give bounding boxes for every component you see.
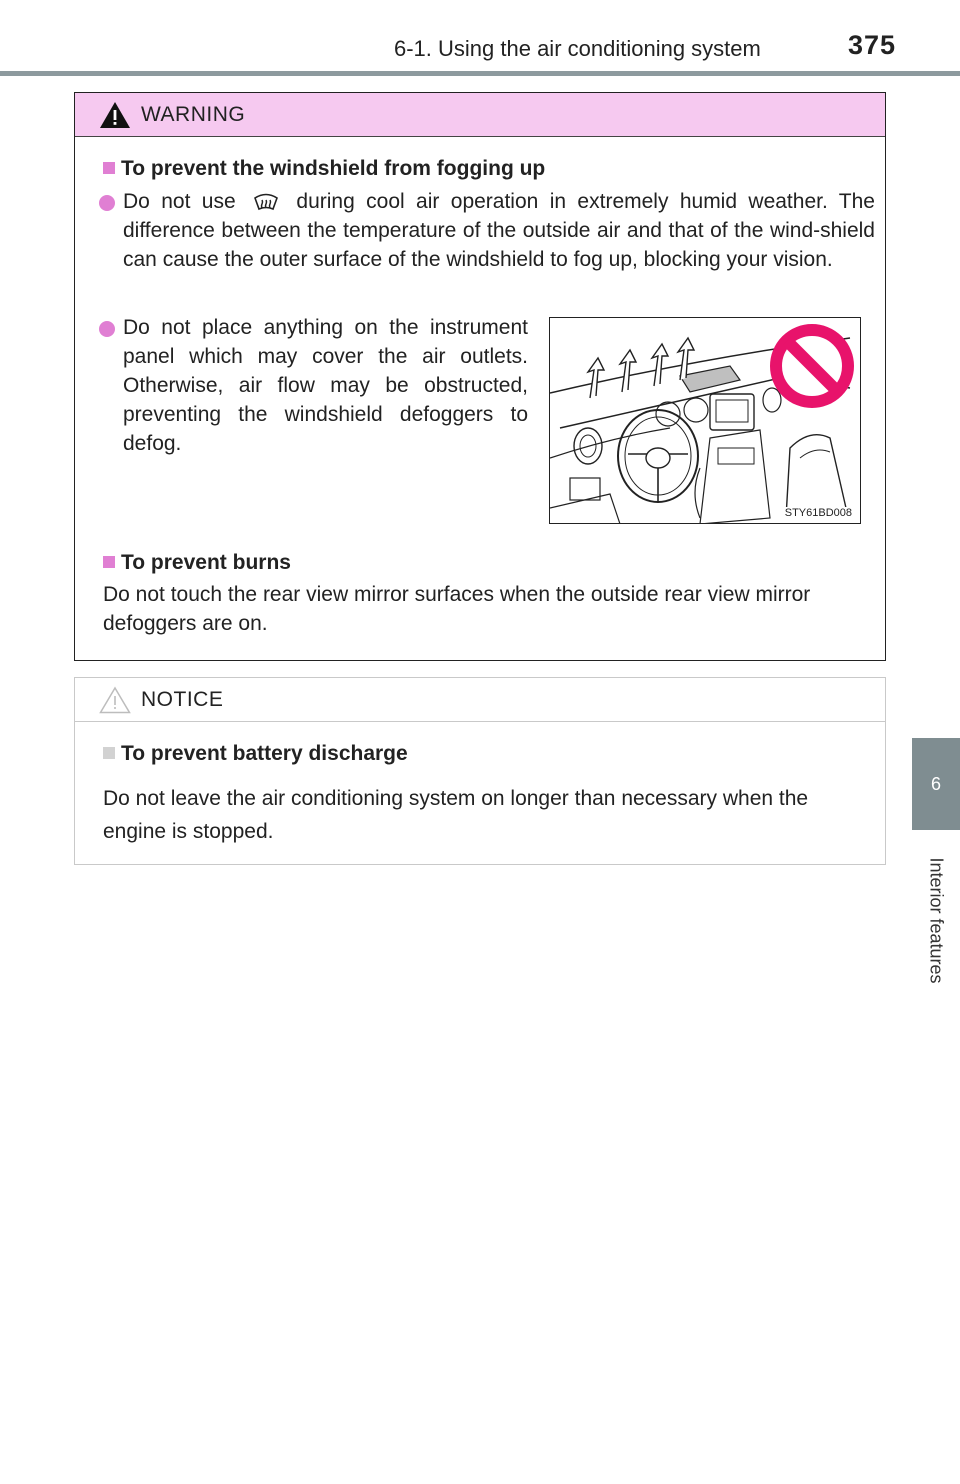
bullet-text-after: during cool air operation in extremely humid weather. The difference between the temperature of the outside air and that of the wind-shield can cause the outer surface of the windshield to fog up, blocking your vision.	[123, 190, 875, 271]
notice-label: NOTICE	[141, 688, 224, 711]
warning-triangle-icon	[99, 101, 131, 129]
chapter-label-text: Interior features	[926, 857, 947, 984]
bullet-instrument-panel	[123, 313, 528, 458]
section-square-icon	[103, 747, 115, 759]
section-title-burns	[103, 551, 291, 575]
header-rule	[0, 71, 960, 76]
section-title-fogging	[103, 157, 545, 181]
burns-text: Do not touch the rear view mirror surfaces when the outside rear view mirror defoggers are on.	[103, 583, 811, 635]
windshield-defroster-icon	[253, 190, 279, 212]
section-title-text: To prevent battery discharge	[121, 742, 408, 765]
notice-box	[74, 677, 886, 865]
bullet-text: Do not place anything on the instrument panel which may cover the air outlets. Otherwise, air flow may be obstructed, preventing the windshield defoggers to defog.	[123, 316, 528, 455]
page-number: 375	[848, 30, 897, 60]
caution-triangle-icon	[99, 686, 131, 714]
figure-code: STY61BD008	[784, 507, 852, 519]
bullet-defroster-use	[123, 187, 875, 274]
section-square-icon	[103, 162, 115, 174]
bullet-text-before: Do not use	[123, 190, 236, 213]
section-title-battery	[103, 742, 408, 766]
warning-header	[75, 93, 885, 137]
dashboard-illustration	[549, 317, 861, 524]
warning-label: WARNING	[141, 103, 246, 126]
bullet-dot-icon	[99, 195, 115, 211]
section-title: 6-1. Using the air conditioning system	[394, 36, 761, 61]
battery-text: Do not leave the air conditioning system on longer than necessary when the engine is stopped.	[103, 787, 809, 843]
chapter-label	[921, 840, 951, 1000]
dashboard-drawing	[550, 318, 861, 524]
warning-box	[74, 92, 886, 661]
bullet-dot-icon	[99, 321, 115, 337]
section-square-icon	[103, 556, 115, 568]
chapter-tab: 6	[912, 738, 960, 830]
section-title-text: To prevent the windshield from fogging up	[121, 157, 546, 180]
notice-header	[75, 678, 885, 722]
section-title-text: To prevent burns	[121, 551, 291, 574]
